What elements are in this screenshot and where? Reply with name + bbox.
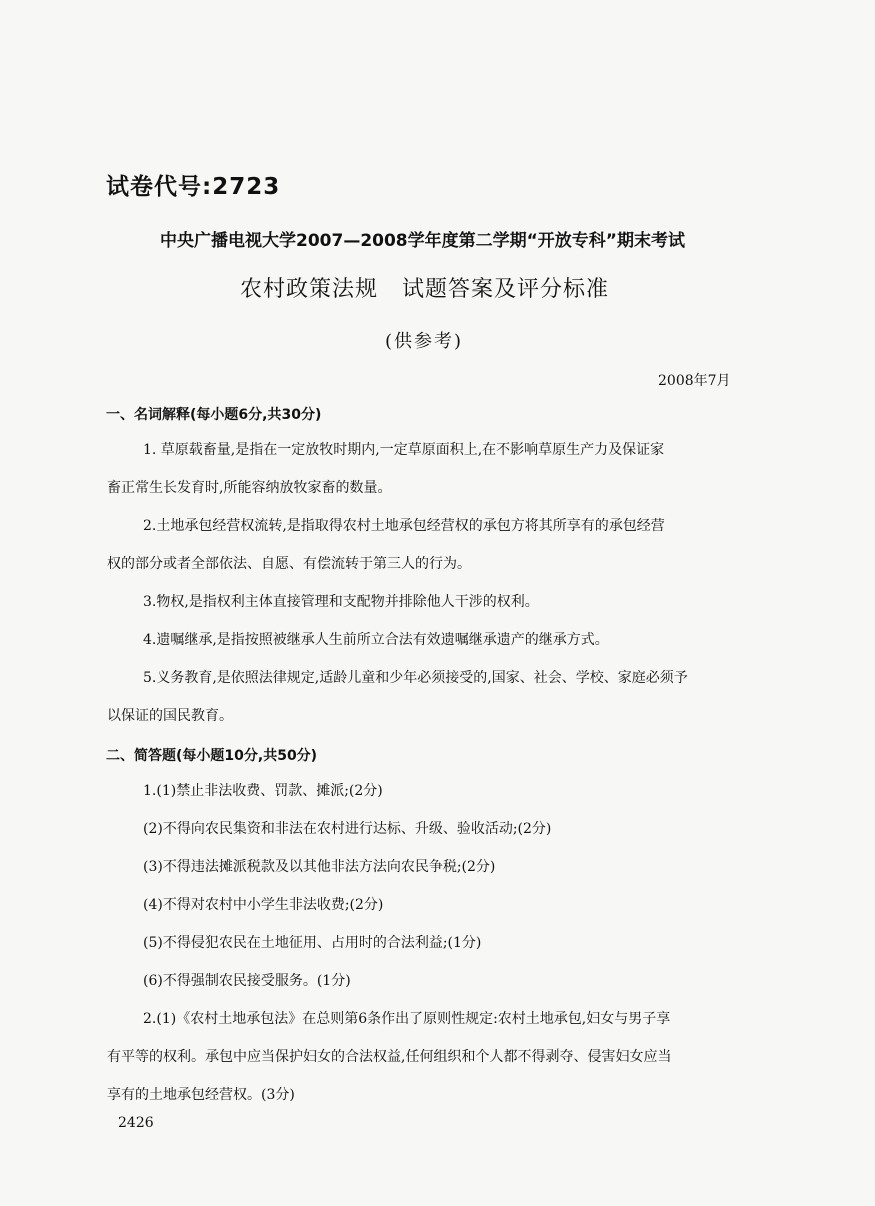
- exam-code: 试卷代号:2723: [106, 174, 281, 200]
- s2-line-6: (6)不得强制农民接受服务。(1分): [143, 973, 351, 989]
- s1-line-1: 1. 草原载畜量,是指在一定放牧时期内,一定草原面积上,在不影响草原生产力及保证家: [143, 442, 665, 458]
- s2-line-2: (2)不得向农民集资和非法在农村进行达标、升级、验收活动;(2分): [143, 821, 552, 837]
- document-date: 2008年7月: [658, 373, 731, 389]
- s1-line-6: 4.遗嘱继承,是指按照被继承人生前所立合法有效遗嘱继承遗产的继承方式。: [143, 632, 609, 648]
- s1-line-8: 以保证的国民教育。: [107, 708, 233, 724]
- s1-line-3: 2.土地承包经营权流转,是指取得农村土地承包经营权的承包方将其所享有的承包经营: [143, 518, 665, 534]
- section-1-heading: 一、名词解释(每小题6分,共30分): [106, 407, 322, 423]
- s1-line-4: 权的部分或者全部依法、自愿、有偿流转于第三人的行为。: [107, 556, 471, 572]
- s2-line-1: 1.(1)禁止非法收费、罚款、摊派;(2分): [143, 783, 383, 799]
- reference-note: (供参考): [385, 331, 464, 352]
- s1-line-5: 3.物权,是指权利主体直接管理和支配物并排除他人干涉的权利。: [143, 594, 539, 610]
- s2-line-8: 有平等的权利。承包中应当保护妇女的合法权益,任何组织和个人都不得剥夺、侵害妇女应当: [107, 1049, 672, 1065]
- s2-line-4: (4)不得对农村中小学生非法收费;(2分): [143, 897, 384, 913]
- document-title: 农村政策法规 试题答案及评分标准: [240, 277, 609, 302]
- university-line: 中央广播电视大学2007—2008学年度第二学期“开放专科”期末考试: [160, 231, 685, 251]
- s1-line-7: 5.义务教育,是依照法律规定,适龄儿童和少年必须接受的,国家、社会、学校、家庭必须予: [143, 670, 688, 686]
- s2-line-9: 享有的土地承包经营权。(3分): [107, 1087, 295, 1103]
- s2-line-3: (3)不得违法摊派税款及以其他非法方法向农民争税;(2分): [143, 859, 496, 875]
- s2-line-7: 2.(1)《农村土地承包法》在总则第6条作出了原则性规定:农村土地承包,妇女与男子享: [143, 1011, 671, 1027]
- s1-line-2: 畜正常生长发育时,所能容纳放牧家畜的数量。: [107, 480, 392, 496]
- page-number: 2426: [118, 1115, 154, 1131]
- section-2-heading: 二、简答题(每小题10分,共50分): [106, 748, 318, 764]
- s2-line-5: (5)不得侵犯农民在土地征用、占用时的合法利益;(1分): [143, 935, 482, 951]
